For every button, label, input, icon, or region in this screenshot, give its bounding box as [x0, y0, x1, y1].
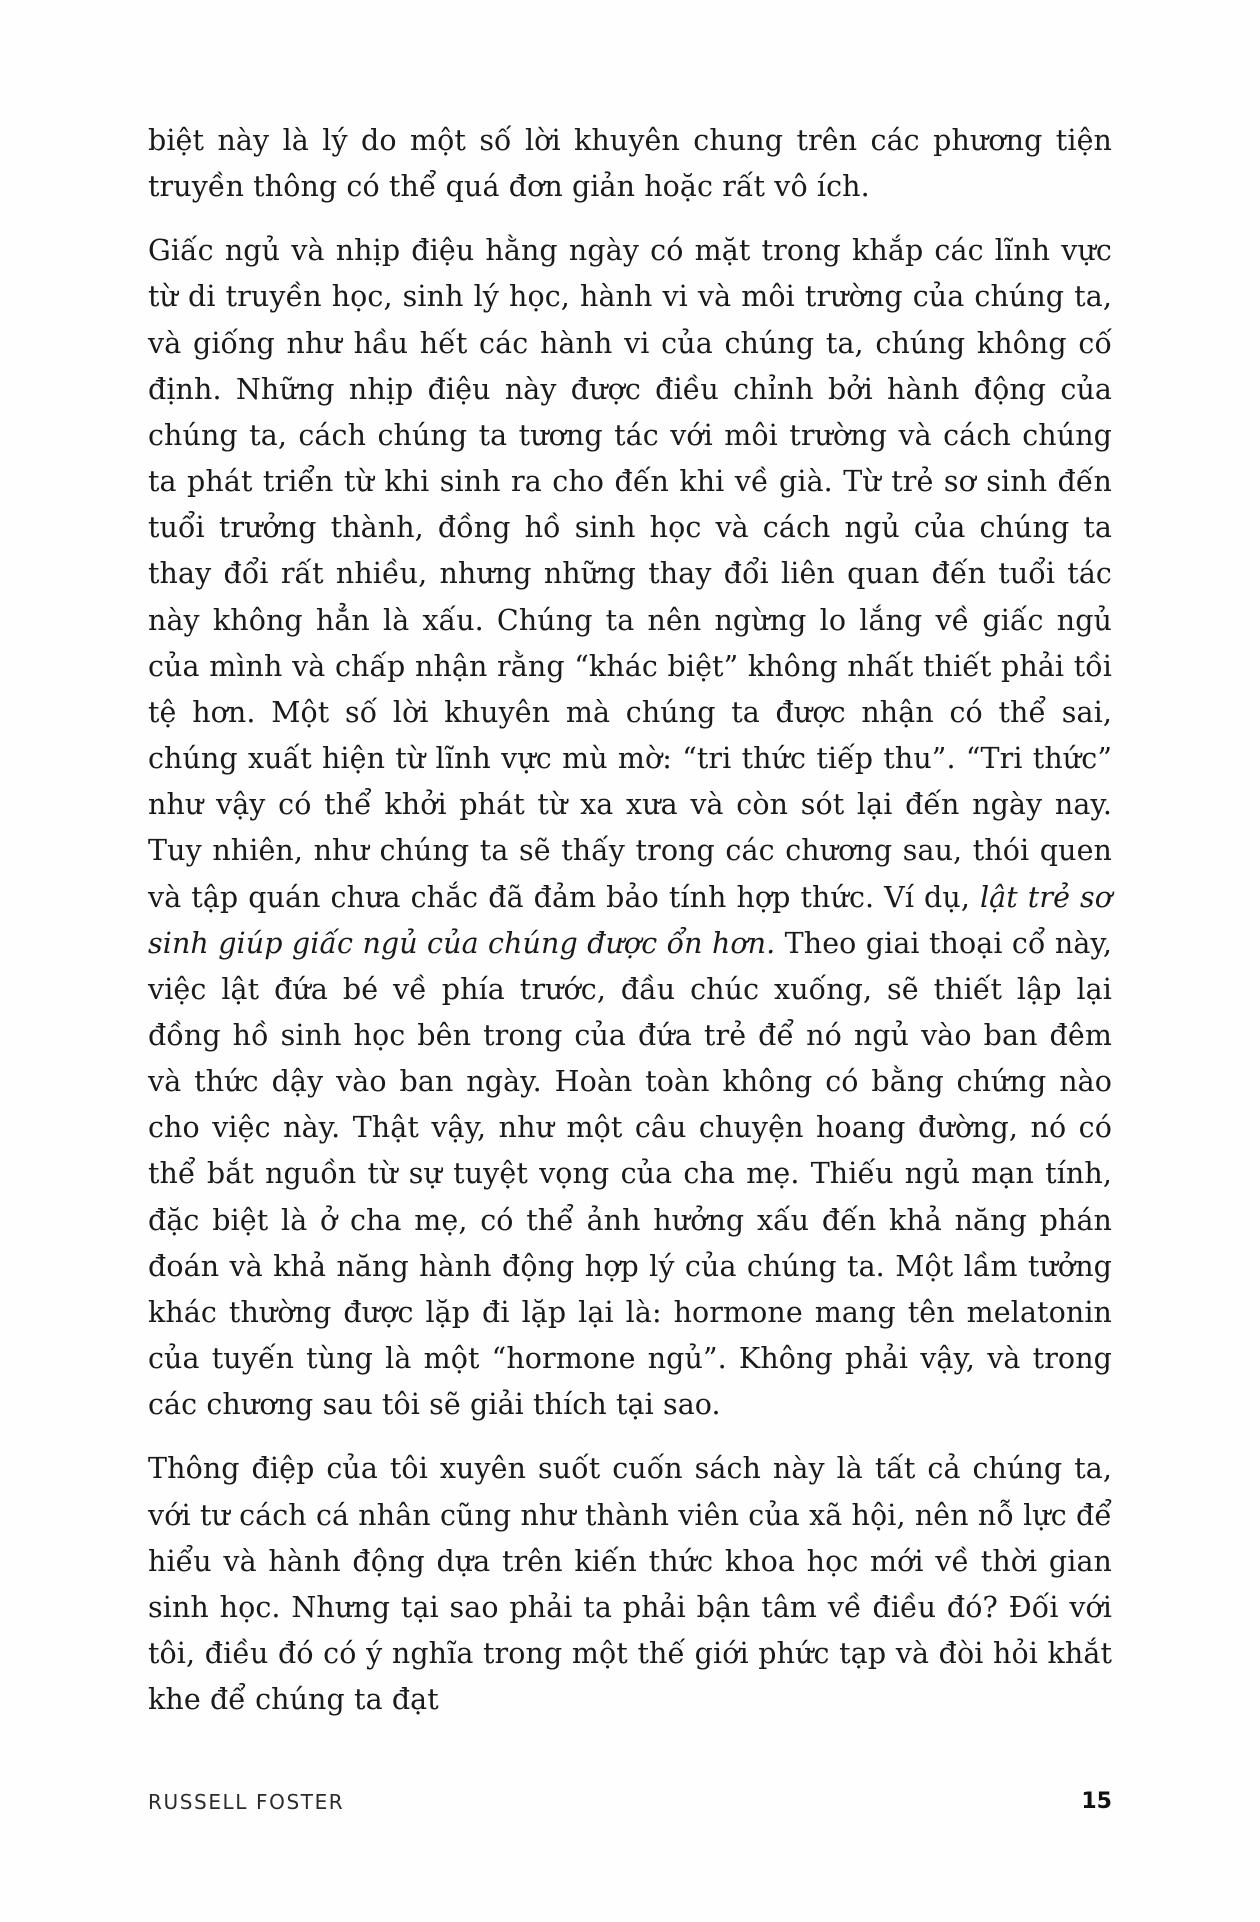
- paragraph-2-text-before-italic: Giấc ngủ và nhịp điệu hằng ngày có mặt trong khắp các lĩnh vực từ di truyền học, sinh lý học, hành vi và môi trường của chúng ta, và giống như hầu hết các hành vi của chúng ta, chúng không cố định. Những nhịp điệu này được điều chỉnh bởi hành động của chúng ta, cách chúng ta tương tác với môi trường và cách chúng ta phát triển từ khi sinh ra cho đến khi về già. Từ trẻ sơ sinh đến tuổi trưởng thành, đồng hồ sinh học và cách ngủ của chúng ta thay đổi rất nhiều, nhưng những thay đổi liên quan đến tuổi tác này không hẳn là xấu. Chúng ta nên ngừng lo lắng về giấc ngủ của mình và chấp nhận rằng “khác biệt” không nhất thiết phải tồi tệ hơn. Một số lời khuyên mà chúng ta được nhận có thể sai, chúng xuất hiện từ lĩnh vực mù mờ: “tri thức tiếp thu”. “Tri thức” như vậy có thể khởi phát từ xa xưa và còn sót lại đến ngày nay. Tuy nhiên, như chúng ta sẽ thấy trong các chương sau, thói quen và tập quán chưa chắc đã đảm bảo tính hợp thức. Ví dụ,: [148, 234, 1112, 914]
- paragraph-2: [148, 228, 1112, 1428]
- page-body: [148, 118, 1112, 1723]
- page-footer: [148, 1789, 1112, 1814]
- paragraph-1: biệt này là lý do một số lời khuyên chung trên các phương tiện truyền thông có thể quá đơn giản hoặc rất vô ích.: [148, 124, 1112, 204]
- page-number: 15: [1081, 1789, 1112, 1814]
- paragraph-2-text-after-italic: Theo giai thoại cổ này, việc lật đứa bé về phía trước, đầu chúc xuống, sẽ thiết lập lại đồng hồ sinh học bên trong của đứa trẻ để nó ngủ vào ban đêm và thức dậy vào ban ngày. Hoàn toàn không có bằng chứng nào cho việc này. Thật vậy, như một câu chuyện hoang đường, nó có thể bắt nguồn từ sự tuyệt vọng của cha mẹ. Thiếu ngủ mạn tính, đặc biệt là ở cha mẹ, có thể ảnh hưởng xấu đến khả năng phán đoán và khả năng hành động hợp lý của chúng ta. Một lầm tưởng khác thường được lặp đi lặp lại là: hormone mang tên melatonin của tuyến tùng là một “hormone ngủ”. Không phải vậy, và trong các chương sau tôi sẽ giải thích tại sao.: [148, 926, 1112, 1422]
- running-author: RUSSELL FOSTER: [148, 1789, 345, 1814]
- paragraph-2-italic-phrase: lật trẻ sơ sinh giúp giấc ngủ của chúng được ổn hơn.: [148, 880, 1112, 960]
- paragraph-3: Thông điệp của tôi xuyên suốt cuốn sách này là tất cả chúng ta, với tư cách cá nhân cũng như thành viên của xã hội, nên nỗ lực để hiểu và hành động dựa trên kiến thức khoa học mới về thời gian sinh học. Nhưng tại sao phải ta phải bận tâm về điều đó? Đối với tôi, điều đó có ý nghĩa trong một thế giới phức tạp và đòi hỏi khắt khe để chúng ta đạt: [148, 1452, 1112, 1717]
